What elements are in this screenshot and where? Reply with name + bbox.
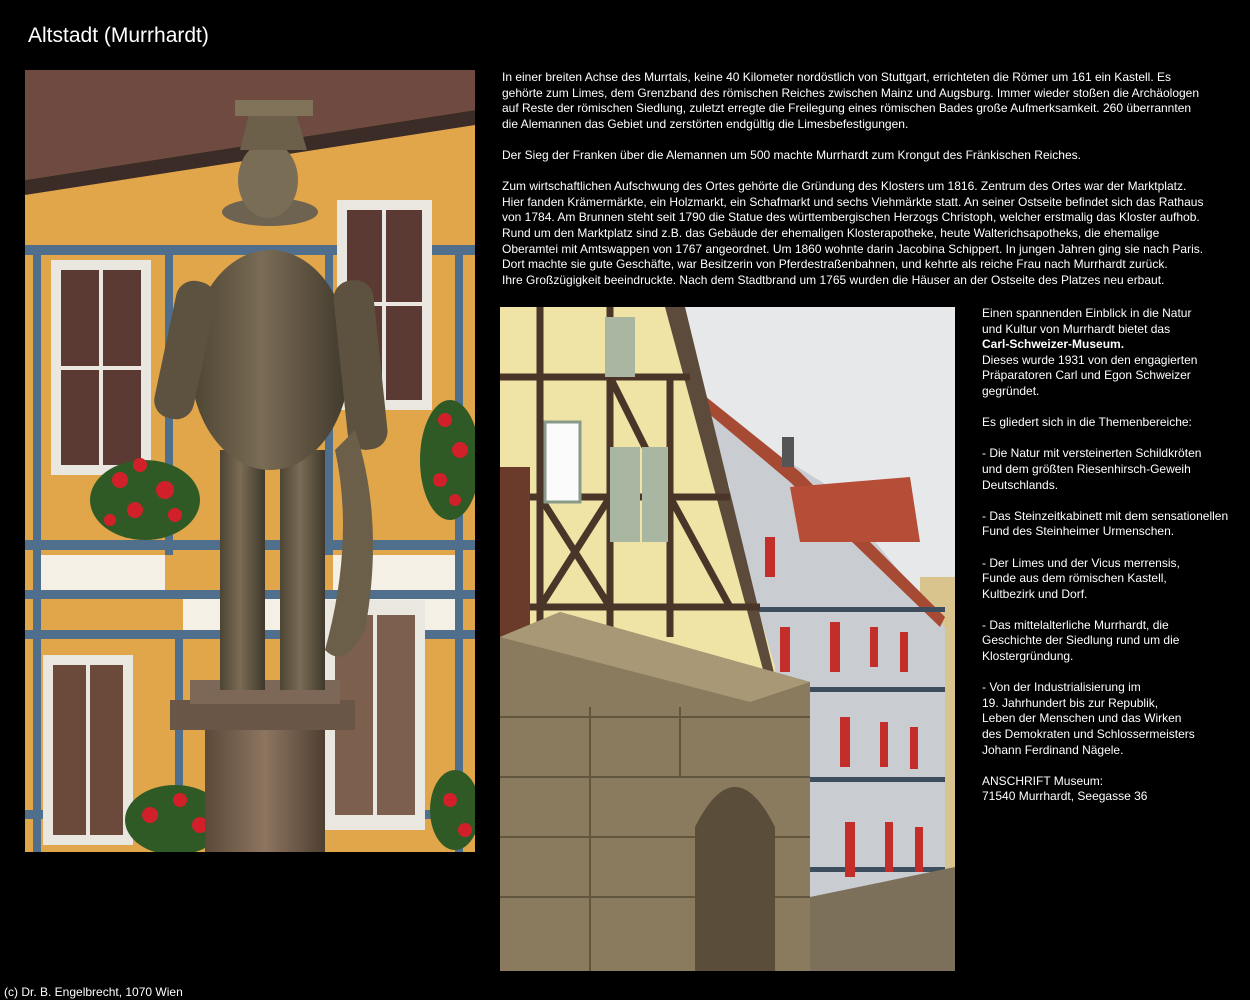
museum-founded-line: gegründet. (982, 383, 1040, 398)
museum-intro-line: und Kultur von Murrhardt bietet das (982, 321, 1171, 336)
copyright-notice: (c) Dr. B. Engelbrecht, 1070 Wien (4, 985, 183, 999)
museum-intro-line: Einen spannenden Einblick in die Natur (982, 306, 1192, 320)
museum-founded-line: Präparatoren Carl und Egon Schweizer (982, 368, 1191, 383)
museum-address-label: ANSCHRIFT Museum: (982, 773, 1104, 788)
museum-theme-item: - Der Limes und der Vicus merrensis, Funde aus dem römischen Kastell, Kultbezirk und Dorf. (982, 555, 1180, 601)
museum-name: Carl-Schweizer-Museum. (982, 337, 1125, 352)
museum-theme-item: - Die Natur mit versteinerten Schildkröten und dem größten Riesenhirsch-Geweih Deutschlands. (982, 446, 1202, 492)
houses-photo (500, 307, 955, 971)
statue-photo (25, 70, 475, 852)
museum-theme-item: - Das mittelalterliche Murrhardt, die Geschichte der Siedlung rund um die Klostergründung. (982, 617, 1180, 664)
museum-info (982, 306, 1244, 805)
intro-paragraph-marketplace: Zum wirtschaftlichen Aufschwung des Ortes gehörte die Gründung des Klosters um 1816. Zentrum des Ortes war der Marktplatz. Hier fanden Krämermärkte, ein Holzmarkt, ein Schafmarkt und sechs Viehmärkte statt. An seiner Ostseite befindet sich das Rathaus von 1784. Am Brunnen steht seit 1790 die Statue des württembergischen Herzogs Christoph, welcher erstmalig das Kloster aufhob. Rund um den Marktplatz sind z.B. das Gebäude der ehemaligen Klosterapotheke, heute Walterichsapotheks, die ehemalige Oberamtei mit Amtswappen von 1767 angeordnet. Um 1860 wohnte darin Jacobina Schippert. In jungen Jahren ging sie nach Paris. Dort machte sie gute Geschäfte, war Besitzerin von Pferdestraßenbahnen, und kehrte als reiche Frau nach Murrhardt zurück. Ihre Großzügigkeit beeindruckte. Nach dem Stadtbrand um 1765 wurden die Häuser an der Ostseite des Platzes neu erbaut. (502, 179, 1204, 287)
page-title: Altstadt (Murrhardt) (28, 24, 209, 47)
museum-themes-heading: Es gliedert sich in die Themenbereiche: (982, 415, 1192, 430)
museum-theme-item: - Das Steinzeitkabinett mit dem sensationellen Fund des Steinheimer Urmenschen. (982, 508, 1229, 539)
intro-paragraph-romans: In einer breiten Achse des Murrtals, keine 40 Kilometer nordöstlich von Stuttgart, errichteten die Römer um 161 ein Kastell. Es gehörte zum Limes, dem Grenzband des römischen Reiches zwischen Mainz und Augsburg. Immer wieder stoßen die Archäologen auf Reste der römischen Siedlung, zuletzt erregte die Freilegung eines römischen Bades große Aufmerksamkeit. 260 überrannten die Alemannen das Gebiet und zerstörten endgültig die Limesbefestigungen. (502, 70, 1200, 131)
museum-theme-item: - Von der Industrialisierung im 19. Jahrhundert bis zur Republik, Leben der Menschen und das Wirken des Demokraten und Schlossermeisters Johann Ferdinand Nägele. (982, 680, 1195, 757)
museum-founded-line: Dieses wurde 1931 von den engagierten (982, 352, 1198, 367)
intro-paragraph-franks: Der Sieg der Franken über die Alemannen um 500 machte Murrhardt zum Krongut des Fränkischen Reiches. (502, 147, 1081, 162)
intro-text (502, 70, 1222, 304)
museum-address: 71540 Murrhardt, Seegasse 36 (982, 789, 1148, 804)
